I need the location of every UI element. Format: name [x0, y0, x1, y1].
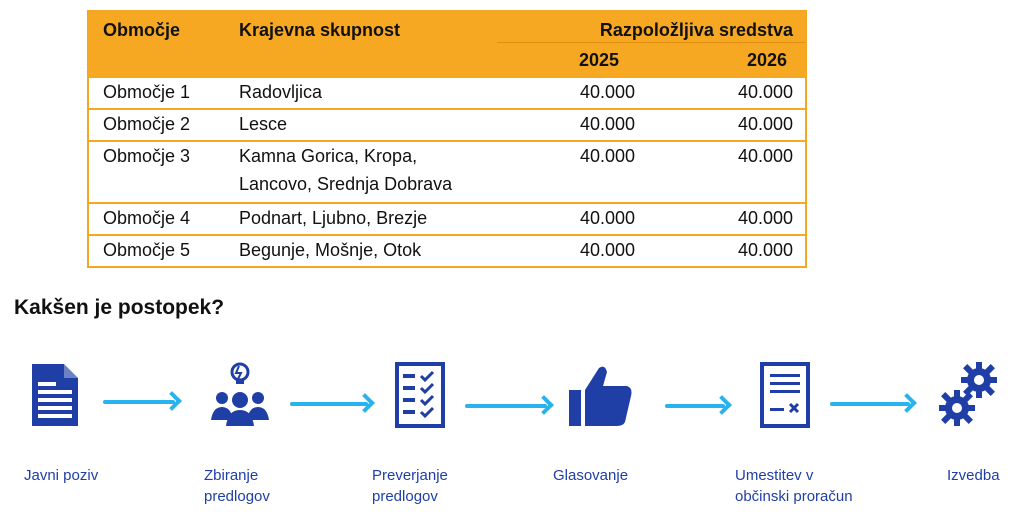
cell-2026: 40.000 — [737, 146, 793, 166]
group-idea-icon — [205, 360, 275, 430]
cell-area: Območje 3 — [103, 146, 191, 166]
cell-2025: 40.000 — [579, 82, 635, 102]
cell-2026: 40.000 — [737, 208, 793, 228]
cell-area: Območje 1 — [103, 82, 191, 102]
step-label-line1: Izvedba — [947, 467, 1000, 484]
process-title: Kakšen je postopek? — [14, 296, 225, 319]
step-label-line1: Umestitev v — [735, 467, 814, 484]
table-row — [89, 202, 805, 234]
header-funds: Razpoložljiva sredstva — [599, 20, 793, 40]
arrow-icon — [465, 404, 547, 408]
arrow-icon — [290, 402, 368, 406]
header-divider — [497, 42, 805, 43]
cell-community: Begunje, Mošnje, Otok — [239, 240, 422, 260]
header-area: Območje — [103, 20, 181, 40]
step-label — [735, 465, 853, 507]
arrow-icon — [830, 402, 910, 406]
thumbs-up-icon — [565, 360, 635, 430]
step-label — [372, 465, 448, 507]
table-row — [89, 234, 805, 266]
table-row — [89, 76, 805, 108]
step-label — [204, 465, 270, 507]
cell-2025: 40.000 — [579, 114, 635, 134]
step-label — [553, 465, 628, 486]
gears-icon — [935, 360, 1005, 430]
checklist-icon — [385, 360, 455, 430]
cell-2025: 40.000 — [579, 146, 635, 166]
signed-document-icon — [750, 360, 820, 430]
step-label-line1: Preverjanje — [372, 467, 448, 484]
arrow-icon — [103, 400, 175, 404]
step-label-line2: občinski proračun — [735, 488, 853, 505]
cell-2026: 40.000 — [737, 114, 793, 134]
table-row — [89, 108, 805, 140]
header-year-2026: 2026 — [746, 50, 787, 70]
step-label-line1: Javni poziv — [24, 467, 99, 484]
step-label-line2: predlogov — [204, 488, 270, 505]
cell-2026: 40.000 — [737, 82, 793, 102]
step-label — [24, 465, 98, 486]
step-label-line2: predlogov — [372, 488, 438, 505]
cell-2026: 40.000 — [737, 240, 793, 260]
header-community: Krajevna skupnost — [239, 20, 401, 40]
cell-area: Območje 5 — [103, 240, 191, 260]
table-header — [89, 12, 805, 76]
cell-2025: 40.000 — [579, 208, 635, 228]
funds-table — [87, 10, 807, 268]
cell-area: Območje 4 — [103, 208, 191, 228]
header-year-2025: 2025 — [578, 50, 619, 70]
arrow-icon — [665, 404, 725, 408]
cell-community: Podnart, Ljubno, Brezje — [239, 208, 428, 228]
cell-area: Območje 2 — [103, 114, 191, 134]
step-label-line1: Glasovanje — [553, 467, 629, 484]
step-label — [947, 465, 1000, 486]
cell-community-line1: Kamna Gorica, Kropa, — [239, 146, 418, 166]
document-icon — [20, 360, 90, 430]
cell-community-line2: Lancovo, Srednja Dobrava — [239, 174, 453, 194]
cell-community: Radovljica — [239, 82, 323, 102]
cell-2025: 40.000 — [579, 240, 635, 260]
step-label-line1: Zbiranje — [204, 467, 259, 484]
cell-community: Lesce — [239, 114, 288, 134]
table-row — [89, 140, 805, 202]
